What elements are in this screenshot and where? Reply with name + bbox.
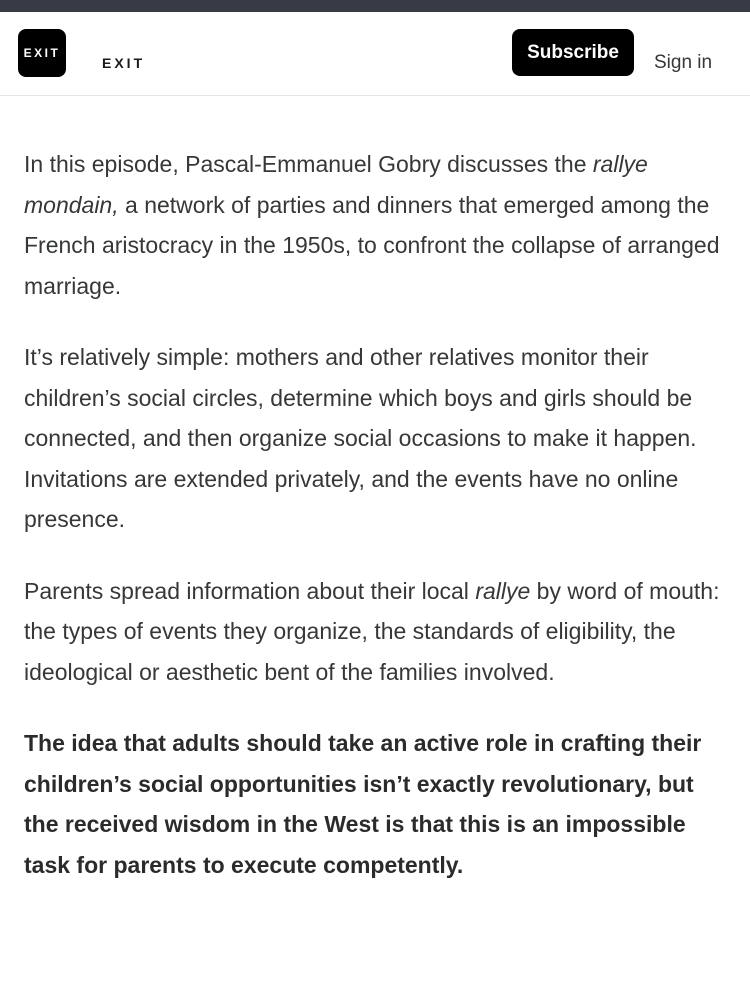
paragraph-1 [24,144,726,306]
publication-logo[interactable] [18,29,66,77]
top-status-strip [0,0,750,12]
logo-text: EXIT [23,46,61,60]
sign-in-link[interactable]: Sign in [654,52,713,73]
paragraph-4-bold: The idea that adults should take an active role in crafting their children’s social opportunities isn’t exactly revolutionary, but the received wisdom in the West is that this is an impossible task for parents to execute competently. [24,730,702,878]
site-header [0,12,750,96]
article-body [0,96,750,885]
paragraph-3-text-end: by word of mouth: the types of events they organize, the standards of eligibility, the ideological or aesthetic bent of the families involved. [24,577,720,685]
paragraph-1-text-end: a network of parties and dinners that emerged among the French aristocracy in the 1950s, to confront the collapse of arranged marriage. [24,191,720,299]
paragraph-3-text-start: Parents spread information about their local [24,577,476,604]
paragraph-3-italic: rallye [475,577,531,604]
paragraph-1-italic: rallye mondain, [24,151,648,218]
subscribe-button[interactable]: Subscribe [512,29,634,76]
paragraph-1-text-start: In this episode, Pascal-Emmanuel Gobry discusses the [24,151,593,177]
paragraph-2: It’s relatively simple: mothers and other relatives monitor their children’s social circles, determine which boys and girls should be connected, and then organize social occasions to make it happen. Invitations are extended privately, and the events have no online presence. [24,344,697,532]
publication-name[interactable]: EXIT [102,55,146,71]
paragraph-3 [24,571,726,693]
